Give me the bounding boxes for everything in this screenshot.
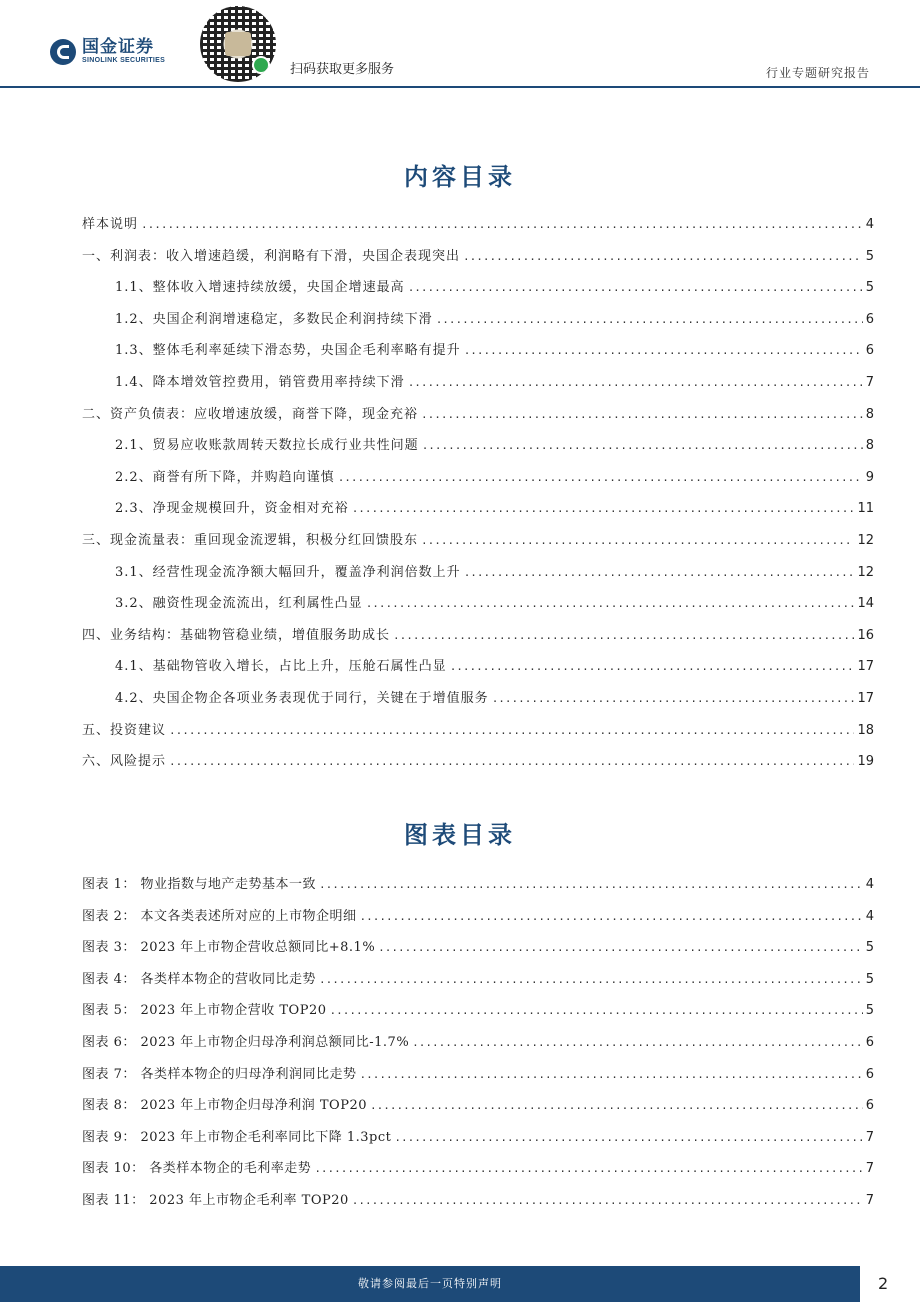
toc-entry-page: 6	[865, 1066, 874, 1082]
toc-entry-label: 图表 3： 2023 年上市物企营收总额同比+8.1%	[82, 940, 376, 956]
toc-entry-page: 9	[865, 469, 874, 485]
dot-leader	[421, 405, 863, 425]
toc-entry[interactable]	[82, 278, 874, 298]
toc-entry-label: 四、业务结构：基础物管稳业绩，增值服务助成长	[82, 627, 391, 643]
toc-entry-label: 图表 8： 2023 年上市物企归母净利润 TOP20	[82, 1098, 368, 1114]
logo-chinese-name: 国金证券	[82, 37, 154, 57]
page-header	[0, 0, 920, 88]
toc-entry[interactable]	[82, 531, 874, 551]
dot-leader	[352, 1191, 863, 1211]
figure-toc-entry[interactable]	[82, 875, 874, 895]
dot-leader	[169, 752, 854, 772]
toc-entry[interactable]	[82, 563, 874, 583]
toc-entry-label: 1.4、降本增效管控费用，销管费用率持续下滑	[115, 375, 405, 390]
toc-entry[interactable]	[82, 215, 874, 235]
toc-entry[interactable]	[82, 247, 874, 267]
toc-entry-page: 7	[865, 1193, 874, 1208]
toc-entry[interactable]	[82, 373, 874, 393]
figure-toc-entry[interactable]	[82, 907, 874, 927]
toc-entry-label: 一、利润表：收入增速趋缓，利润略有下滑，央国企表现突出	[82, 248, 461, 264]
toc-entry-page: 6	[865, 311, 874, 327]
dot-leader	[330, 1001, 863, 1021]
toc-entry-page: 4	[865, 217, 874, 232]
toc-entry-label: 三、现金流量表：重回现金流逻辑，积极分红回馈股东	[82, 533, 419, 548]
toc-entry-page: 17	[857, 691, 874, 706]
toc-entry-page: 5	[865, 940, 874, 956]
toc-entry-page: 12	[857, 564, 874, 580]
dot-leader	[463, 247, 863, 267]
toc-entry-page: 14	[857, 596, 874, 612]
dot-leader	[408, 278, 863, 298]
qr-code-icon	[200, 6, 276, 82]
toc-entry-label: 图表 5： 2023 年上市物企营收 TOP20	[82, 1003, 327, 1019]
figure-toc-entry[interactable]	[82, 1159, 874, 1179]
dot-leader	[422, 436, 863, 456]
toc-entry-label: 五、投资建议	[82, 722, 167, 738]
scan-prompt: 扫码获取更多服务	[290, 62, 395, 77]
dot-leader	[370, 1096, 863, 1116]
toc-entry[interactable]	[82, 405, 874, 425]
toc-entry-label: 图表 11： 2023 年上市物企毛利率 TOP20	[82, 1193, 349, 1208]
footer-disclaimer: 敬请参阅最后一页特别声明	[358, 1277, 502, 1290]
toc-entry-page: 5	[865, 1003, 874, 1019]
dot-leader	[450, 657, 855, 677]
figure-toc-title: 图表目录	[404, 820, 516, 849]
toc-entry-label: 1.2、央国企利润增速稳定，多数民企利润持续下滑	[115, 311, 433, 327]
toc-entry-label: 样本说明	[82, 217, 139, 232]
toc-entry-label: 3.2、融资性现金流流出，红利属性凸显	[115, 596, 363, 612]
toc-entry[interactable]	[82, 341, 874, 361]
toc-entry-label: 4.1、基础物管收入增长，占比上升，压舱石属性凸显	[115, 659, 447, 675]
dot-leader	[314, 1159, 862, 1179]
toc-entry-page: 8	[865, 438, 874, 454]
toc-entry-page: 4	[865, 877, 874, 892]
figure-toc-entry[interactable]	[82, 1128, 874, 1148]
logo-icon	[50, 39, 76, 65]
toc-entry-label: 图表 6： 2023 年上市物企归母净利润总额同比-1.7%	[82, 1035, 410, 1050]
toc-entry-page: 17	[857, 659, 874, 675]
report-type: 行业专题研究报告	[765, 66, 870, 80]
dot-leader	[360, 907, 863, 927]
dot-leader	[319, 875, 863, 895]
toc-entry-page: 6	[865, 343, 874, 359]
toc-entry-label: 1.1、整体收入增速持续放缓，央国企增速最高	[115, 280, 405, 296]
page-number: 2	[878, 1274, 889, 1293]
toc-entry[interactable]	[82, 436, 874, 456]
toc-entry-label: 2.1、贸易应收账款周转天数拉长成行业共性问题	[115, 438, 419, 454]
toc-entry-page: 7	[865, 1161, 874, 1177]
toc-entry-label: 图表 4： 各类样本物企的营收同比走势	[82, 971, 317, 987]
toc-entry-label: 2.3、净现金规模回升，资金相对充裕	[115, 501, 349, 517]
toc-entry-label: 图表 7： 各类样本物企的归母净利润同比走势	[82, 1066, 357, 1082]
dot-leader	[319, 970, 863, 990]
figure-toc-entry[interactable]	[82, 938, 874, 958]
wechat-mini-program-icon	[252, 56, 270, 74]
dot-leader	[394, 1128, 862, 1148]
toc-entry-page: 5	[865, 971, 874, 987]
toc-entry-page: 6	[865, 1035, 874, 1050]
dot-leader	[464, 563, 855, 583]
figure-toc-entry[interactable]	[82, 1096, 874, 1116]
figure-toc-entry[interactable]	[82, 970, 874, 990]
toc-entry-page: 8	[865, 406, 874, 422]
dot-leader	[421, 531, 854, 551]
toc-entry-label: 图表 10： 各类样本物企的毛利率走势	[82, 1161, 312, 1177]
toc-entry-label: 1.3、整体毛利率延续下滑态势，央国企毛利率略有提升	[115, 343, 461, 359]
toc-entry[interactable]	[82, 499, 874, 519]
dot-leader	[378, 938, 863, 958]
toc-entry-label: 图表 9： 2023 年上市物企毛利率同比下降 1.3pct	[82, 1129, 392, 1145]
dot-leader	[360, 1065, 863, 1085]
dot-leader	[412, 1033, 863, 1053]
toc-entry[interactable]	[82, 468, 874, 488]
toc-entry[interactable]	[82, 626, 874, 646]
header-divider	[0, 86, 920, 88]
dot-leader	[141, 215, 863, 235]
toc-title: 内容目录	[404, 162, 516, 191]
toc-entry-label: 3.1、经营性现金流净额大幅回升，覆盖净利润倍数上升	[115, 564, 461, 580]
toc-entry[interactable]	[82, 594, 874, 614]
dot-leader	[393, 626, 854, 646]
toc-entry[interactable]	[82, 310, 874, 330]
toc-entry[interactable]	[82, 752, 874, 772]
figure-toc-entry[interactable]	[82, 1001, 874, 1021]
dot-leader	[464, 341, 863, 361]
toc-entry-page: 11	[857, 501, 874, 517]
toc-entry-page: 6	[865, 1098, 874, 1114]
toc-entry-page: 7	[865, 1129, 874, 1145]
toc-entry-page: 5	[865, 248, 874, 264]
dot-leader	[492, 689, 855, 709]
toc-entry-page: 12	[857, 533, 874, 548]
toc-entry-label: 2.2、商誉有所下降，并购趋向谨慎	[115, 469, 335, 485]
dot-leader	[338, 468, 863, 488]
dot-leader	[352, 499, 855, 519]
toc-entry-page: 19	[857, 754, 874, 770]
figure-toc-entry[interactable]	[82, 1065, 874, 1085]
toc-entry-page: 18	[857, 722, 874, 738]
toc-entry-label: 图表 1： 物业指数与地产走势基本一致	[82, 877, 317, 892]
toc-entry[interactable]	[82, 721, 874, 741]
toc-entry-page: 4	[865, 908, 874, 924]
dot-leader	[408, 373, 863, 393]
toc-entry-page: 5	[865, 280, 874, 296]
dot-leader	[169, 721, 854, 741]
company-logo	[50, 38, 165, 65]
toc-entry[interactable]	[82, 657, 874, 677]
toc-entry-page: 7	[865, 375, 874, 390]
dot-leader	[436, 310, 863, 330]
toc-entry-label: 二、资产负债表：应收增速放缓，商誉下降，现金充裕	[82, 406, 419, 422]
page-footer	[0, 1266, 920, 1302]
toc-entry[interactable]	[82, 689, 874, 709]
toc-entry-label: 4.2、央国企物企各项业务表现优于同行，关键在于增值服务	[115, 691, 489, 706]
dot-leader	[366, 594, 855, 614]
toc-entry-page: 16	[857, 627, 874, 643]
logo-english-name: SINOLINK SECURITIES	[82, 57, 166, 64]
figure-toc-entry[interactable]	[82, 1191, 874, 1211]
toc-entry-label: 六、风险提示	[82, 754, 167, 770]
figure-toc-entry[interactable]	[82, 1033, 874, 1053]
toc-entry-label: 图表 2： 本文各类表述所对应的上市物企明细	[82, 908, 357, 924]
